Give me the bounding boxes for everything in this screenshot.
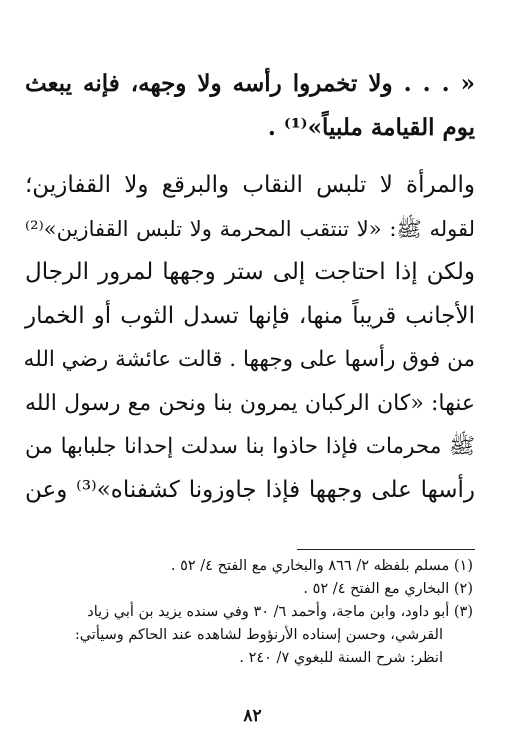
hadith-quote-line-2: يوم القيامة ملبياً»⁽¹⁾ .: [267, 113, 475, 141]
footnotes: [25, 555, 473, 670]
page-number: ٨٢: [243, 706, 262, 726]
paragraph-line-1: والمرأة لا تلبس النقاب والبرقع ولا القفازين؛: [25, 172, 475, 198]
paragraph-line-6: عنها: «كان الركبان يمرون بنا ونحن مع رسول الله: [25, 390, 475, 416]
paragraph-line-4: الأجانب قريباً منها، فإنها تسدل الثوب أو الخمار: [25, 302, 475, 329]
footnote-1: (١) مسلم بلفظه ٢/ ٨٦٦ والبخاري مع الفتح ٤/ ٥٢ .: [170, 558, 473, 574]
footnote-3-line-3: انظر: شرح السنة للبغوي ٧/ ٢٤٠ .: [239, 650, 443, 666]
footnote-3-line-1: (٣) أبو داود، وابن ماجة، وأحمد ٦/ ٣٠ وفي سنده يزيد بن أبي زياد: [87, 604, 473, 620]
footnote-2: (٢) البخاري مع الفتح ٤/ ٥٢ .: [303, 581, 473, 597]
paragraph-line-5: من فوق رأسها على وجهها . قالت عائشة رضي الله: [23, 347, 475, 372]
footnote-3-line-2: القرشي، وحسن إسناده الأرنؤوط لشاهده عند الحاكم وسيأتي:: [74, 627, 443, 643]
paragraph-line-8: رأسها على وجهها فإذا جاوزونا كشفناه»⁽³⁾ وعن: [25, 476, 475, 503]
paragraph-line-2: لقوله ﷺ: «لا تنتقب المحرمة ولا تلبس القفازين»⁽²⁾: [25, 216, 475, 241]
paragraph-line-3: ولكن إذا احتاجت إلى ستر وجهها لمرور الرجال: [25, 259, 475, 285]
paragraph-gap: [25, 149, 475, 164]
paragraph-line-7: ﷺ محرمات فإذا حاذوا بنا سدلت إحدانا جلبابها من: [25, 434, 475, 459]
hadith-quote-line-1: « . . . ولا تخمروا رأسه ولا وجهه، فإنه يبعث: [25, 70, 475, 97]
footnote-divider: [297, 549, 475, 550]
main-text: [25, 62, 475, 512]
